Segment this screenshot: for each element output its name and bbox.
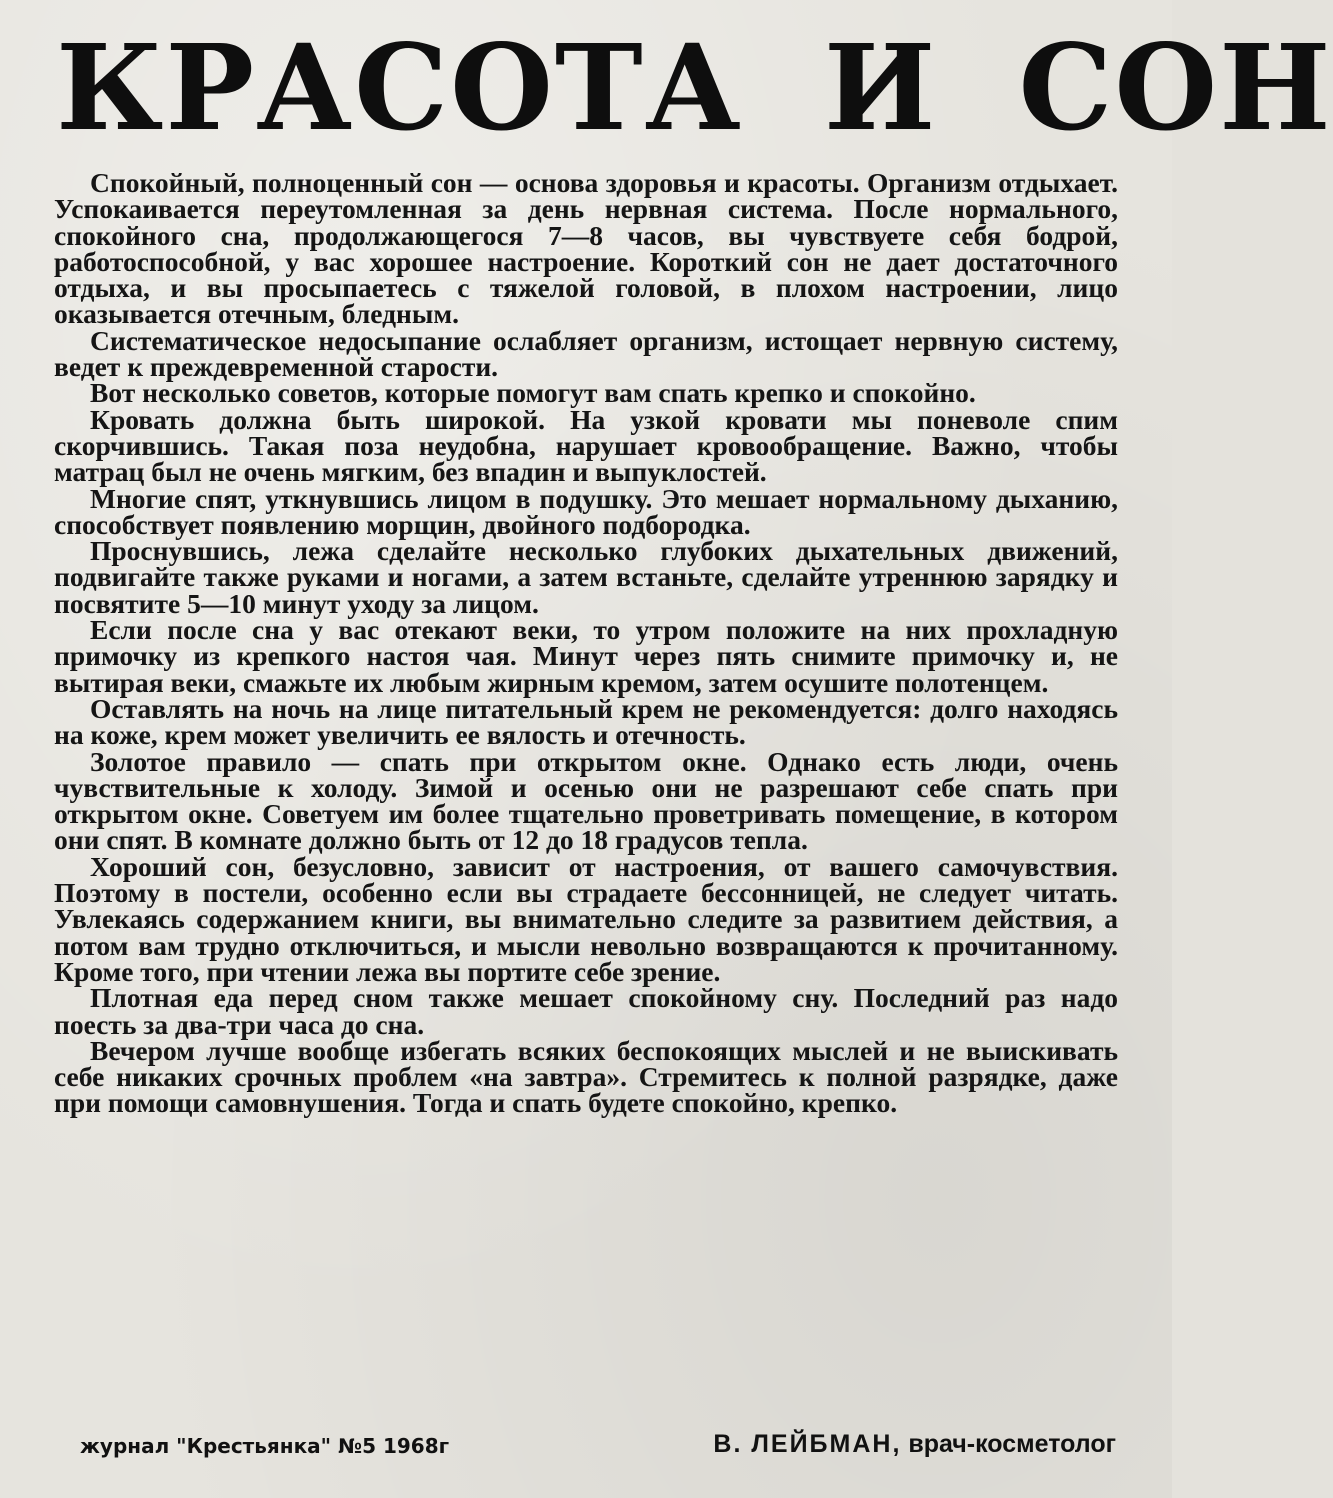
article-paragraph: Хороший сон, безусловно, зависит от настроения, от вашего самочувствия. Поэтому в постели, особенно если вы страдаете бессонницей, не следует читать. Увлекаясь содержанием книги, вы внимательно следите за развитием действия, а потом вам трудно отключиться, и мысли невольно возвращаются к прочитанному. Кроме того, при чтении лежа вы портите себе зрение. [54,850,1118,987]
article-paragraph: Золотое правило — спать при открытом окне. Однако есть люди, очень чувствительные к холоду. Зимой и осенью они не разрешают себе спать при открытом окне. Советуем им более тщательно проветривать помещение, в котором они спят. В комнате должно быть от 12 до 18 градусов тепла. [54,745,1118,856]
article-paragraph: Оставлять на ночь на лице питательный крем не рекомендуется: долго находясь на коже, крем может увеличить ее вялость и отечность. [54,692,1118,751]
article-paragraph: Кровать должна быть широкой. На узкой кровати мы поневоле спим скорчившись. Такая поза неудобна, нарушает кровообращение. Важно, чтобы матрац был не очень мягким, без впадин и выпуклостей. [54,403,1118,488]
author-signature [713,1430,1116,1459]
article-paragraph: Вот несколько советов, которые помогут вам спать крепко и спокойно. [90,377,976,409]
article-title: КРАСОТА И СОН [56,18,1333,157]
article-paragraph: Плотная еда перед сном также мешает спокойному сну. Последний раз надо поесть за два-три часа до сна. [54,982,1118,1040]
article-paragraph: Спокойный, полноценный сон — основа здоровья и красоты. Организм отдыхает. Успокаивается переутомленная за день нервная система. После нормального, спокойного сна, продолжающегося 7—8 часов, вы чувствуете себя бодрой, работоспособной, у вас хорошее настроение. Короткий сон не дает достаточного отдыха, и вы просыпаетесь с тяжелой головой, в плохом настроении, лицо оказывается отечным, бледным. [54,167,1118,330]
article-paragraph: Систематическое недосыпание ослабляет организм, истощает нервную систему, ведет к преждевременной старости. [54,324,1118,383]
article-paragraph: Проснувшись, лежа сделайте несколько глубоких дыхательных движений, подвигайте также руками и ногами, а затем встаньте, сделайте утреннюю зарядку и посвятите 5—10 минут уходу за лицом. [54,535,1118,619]
author-name: В. ЛЕЙБМАН, [713,1430,902,1458]
article-body [54,167,1118,1119]
article-paragraph: Вечером лучше вообще избегать всяких беспокоящих мыслей и не выискивать себе никаких срочных проблем «на завтра». Стремитесь к полной разрядке, даже при помощи самовнушения. Тогда и спать будете спокойно, крепко. [54,1034,1118,1119]
article-paragraph: Многие спят, уткнувшись лицом в подушку. Это мешает нормальному дыханию, способствует появлению морщин, двойного подбородка. [54,482,1118,540]
page-footer [0,1428,1172,1468]
article-paragraph: Если после сна у вас отекают веки, то утром положите на них прохладную примочку из крепкого настоя чая. Минут через пять снимите примочку и, не вытирая веки, смажьте их любым жирным кремом, затем осушите полотенцем. [54,614,1118,698]
source-caption: журнал "Крестьянка" №5 1968г [80,1434,450,1458]
author-role: врач-косметолог [908,1430,1116,1458]
